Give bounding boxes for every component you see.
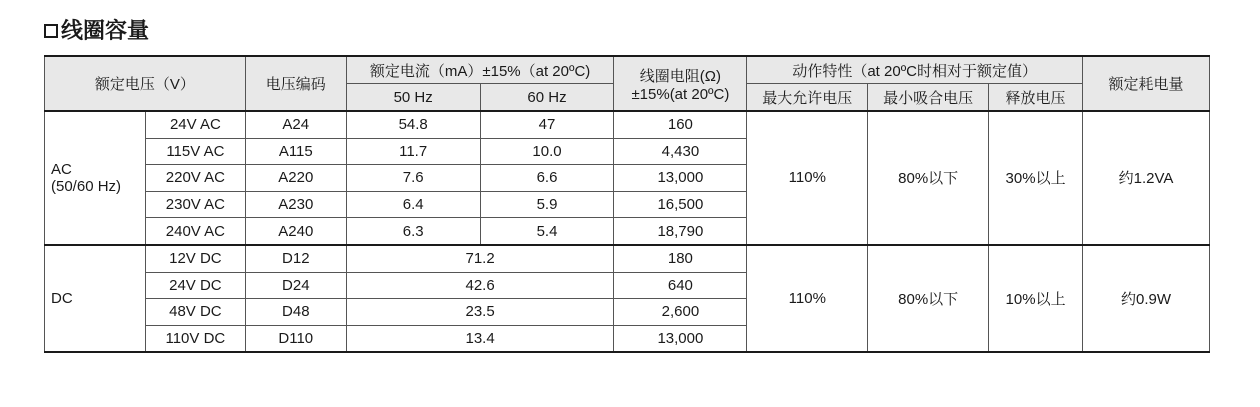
code-cell: D12	[245, 245, 346, 272]
header-rated-current: 额定电流（mA）±15%（at 20ºC)	[346, 56, 614, 84]
code-cell: A24	[245, 111, 346, 138]
current-60hz-cell: 5.9	[480, 191, 614, 218]
header-voltage-code: 电压编码	[245, 56, 346, 111]
current-50hz-cell: 7.6	[346, 165, 480, 192]
dc-power: 约0.9W	[1083, 245, 1210, 352]
table-row	[45, 111, 1210, 138]
coil-capacity-table	[44, 55, 1210, 353]
resistance-cell: 160	[614, 111, 747, 138]
voltage-cell: 115V AC	[145, 138, 245, 165]
header-max-voltage: 最大允许电压	[747, 84, 868, 112]
section-title-text: 线圈容量	[61, 19, 150, 44]
code-cell: D110	[245, 325, 346, 352]
current-cell: 71.2	[346, 245, 614, 272]
current-50hz-cell: 6.3	[346, 218, 480, 245]
resistance-cell: 18,790	[614, 218, 747, 245]
header-coil-resistance	[614, 56, 747, 111]
ac-label: AC	[51, 160, 72, 178]
current-cell: 23.5	[346, 299, 614, 326]
voltage-cell: 230V AC	[145, 191, 245, 218]
voltage-cell: 24V AC	[145, 111, 245, 138]
ac-release: 30%以上	[989, 111, 1083, 245]
current-cell: 42.6	[346, 272, 614, 299]
voltage-cell: 110V DC	[145, 325, 245, 352]
header-rated-voltage: 额定电压（V）	[45, 56, 246, 111]
voltage-cell: 240V AC	[145, 218, 245, 245]
current-60hz-cell: 47	[480, 111, 614, 138]
resistance-cell: 16,500	[614, 191, 747, 218]
current-50hz-cell: 6.4	[346, 191, 480, 218]
code-cell: A230	[245, 191, 346, 218]
code-cell: A240	[245, 218, 346, 245]
resistance-cell: 2,600	[614, 299, 747, 326]
checkbox-square-icon	[44, 24, 58, 38]
header-60hz: 60 Hz	[480, 84, 614, 112]
current-60hz-cell: 5.4	[480, 218, 614, 245]
ac-max-voltage: 110%	[747, 111, 868, 245]
ac-power: 约1.2VA	[1083, 111, 1210, 245]
voltage-cell: 24V DC	[145, 272, 245, 299]
header-min-pickup: 最小吸合电压	[868, 84, 989, 112]
header-operating-characteristics: 动作特性（at 20ºC时相对于额定值）	[747, 56, 1083, 84]
code-cell: A220	[245, 165, 346, 192]
resistance-cell: 640	[614, 272, 747, 299]
voltage-cell: 12V DC	[145, 245, 245, 272]
header-50hz: 50 Hz	[346, 84, 480, 112]
current-50hz-cell: 11.7	[346, 138, 480, 165]
resistance-cell: 180	[614, 245, 747, 272]
voltage-cell: 220V AC	[145, 165, 245, 192]
dc-min-pickup: 80%以下	[868, 245, 989, 352]
dc-max-voltage: 110%	[747, 245, 868, 352]
resistance-cell: 4,430	[614, 138, 747, 165]
header-coil-resistance-line1: 线圈电阻(Ω)	[639, 67, 721, 85]
ac-group-label	[45, 111, 146, 245]
code-cell: D48	[245, 299, 346, 326]
header-release: 释放电压	[989, 84, 1083, 112]
code-cell: D24	[245, 272, 346, 299]
current-cell: 13.4	[346, 325, 614, 352]
resistance-cell: 13,000	[614, 325, 747, 352]
voltage-cell: 48V DC	[145, 299, 245, 326]
table-row	[45, 245, 1210, 272]
dc-group-label: DC	[45, 245, 146, 352]
ac-freq-label: (50/60 Hz)	[51, 177, 122, 195]
current-60hz-cell: 6.6	[480, 165, 614, 192]
header-rated-power: 额定耗电量	[1083, 56, 1210, 111]
code-cell: A115	[245, 138, 346, 165]
dc-release: 10%以上	[989, 245, 1083, 352]
resistance-cell: 13,000	[614, 165, 747, 192]
current-60hz-cell: 10.0	[480, 138, 614, 165]
header-coil-resistance-line2: ±15%(at 20ºC)	[631, 85, 730, 103]
ac-min-pickup: 80%以下	[868, 111, 989, 245]
current-50hz-cell: 54.8	[346, 111, 480, 138]
section-title	[44, 14, 149, 45]
